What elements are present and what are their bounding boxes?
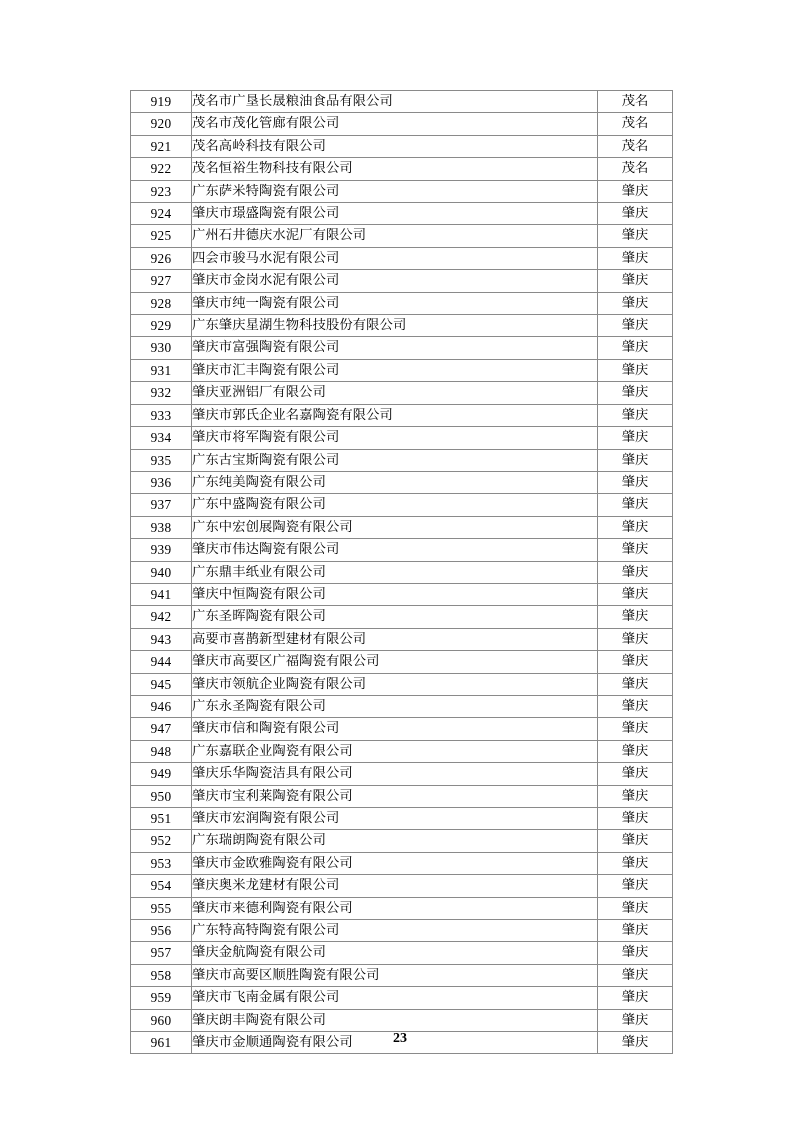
- city-cell: 肇庆: [598, 337, 673, 359]
- city-cell: 肇庆: [598, 180, 673, 202]
- table-row: [131, 158, 673, 180]
- table-row: [131, 135, 673, 157]
- table-row: [131, 875, 673, 897]
- table-row: [131, 651, 673, 673]
- table-row: [131, 830, 673, 852]
- city-cell: 肇庆: [598, 427, 673, 449]
- enterprise-name-cell: 肇庆中恒陶瓷有限公司: [192, 583, 598, 605]
- row-index-cell: 942: [131, 606, 192, 628]
- enterprise-name-cell: 肇庆市来德利陶瓷有限公司: [192, 897, 598, 919]
- city-cell: 肇庆: [598, 964, 673, 986]
- table-row: [131, 427, 673, 449]
- table-row: [131, 494, 673, 516]
- table-row: [131, 359, 673, 381]
- enterprise-name-cell: 广东鼎丰纸业有限公司: [192, 561, 598, 583]
- table-row: [131, 920, 673, 942]
- table-row: [131, 404, 673, 426]
- city-cell: 肇庆: [598, 494, 673, 516]
- table-row: [131, 628, 673, 650]
- city-cell: 肇庆: [598, 583, 673, 605]
- row-index-cell: 944: [131, 651, 192, 673]
- city-cell: 肇庆: [598, 763, 673, 785]
- row-index-cell: 958: [131, 964, 192, 986]
- enterprise-listing-table-container: [130, 90, 672, 1054]
- table-row: [131, 180, 673, 202]
- row-index-cell: 919: [131, 91, 192, 113]
- city-cell: 肇庆: [598, 830, 673, 852]
- table-row: [131, 942, 673, 964]
- row-index-cell: 955: [131, 897, 192, 919]
- row-index-cell: 935: [131, 449, 192, 471]
- table-row: [131, 1009, 673, 1031]
- table-row: [131, 808, 673, 830]
- enterprise-name-cell: 肇庆市宏润陶瓷有限公司: [192, 808, 598, 830]
- city-cell: 肇庆: [598, 852, 673, 874]
- enterprise-name-cell: 肇庆乐华陶瓷洁具有限公司: [192, 763, 598, 785]
- city-cell: 茂名: [598, 135, 673, 157]
- table-row: [131, 471, 673, 493]
- row-index-cell: 922: [131, 158, 192, 180]
- table-row: [131, 763, 673, 785]
- city-cell: 肇庆: [598, 695, 673, 717]
- city-cell: 肇庆: [598, 920, 673, 942]
- row-index-cell: 951: [131, 808, 192, 830]
- row-index-cell: 927: [131, 270, 192, 292]
- row-index-cell: 946: [131, 695, 192, 717]
- city-cell: 肇庆: [598, 539, 673, 561]
- row-index-cell: 928: [131, 292, 192, 314]
- enterprise-name-cell: 肇庆奥米龙建材有限公司: [192, 875, 598, 897]
- enterprise-name-cell: 广东萨米特陶瓷有限公司: [192, 180, 598, 202]
- row-index-cell: 938: [131, 516, 192, 538]
- table-row: [131, 606, 673, 628]
- table-row: [131, 449, 673, 471]
- city-cell: 肇庆: [598, 628, 673, 650]
- row-index-cell: 960: [131, 1009, 192, 1031]
- enterprise-name-cell: 肇庆市领航企业陶瓷有限公司: [192, 673, 598, 695]
- enterprise-name-cell: 肇庆朗丰陶瓷有限公司: [192, 1009, 598, 1031]
- enterprise-name-cell: 肇庆市高要区顺胜陶瓷有限公司: [192, 964, 598, 986]
- table-row: [131, 987, 673, 1009]
- table-row: [131, 91, 673, 113]
- table-row: [131, 292, 673, 314]
- enterprise-name-cell: 广东特高特陶瓷有限公司: [192, 920, 598, 942]
- enterprise-name-cell: 肇庆市璟盛陶瓷有限公司: [192, 203, 598, 225]
- city-cell: 肇庆: [598, 808, 673, 830]
- city-cell: 肇庆: [598, 449, 673, 471]
- city-cell: 肇庆: [598, 247, 673, 269]
- row-index-cell: 954: [131, 875, 192, 897]
- enterprise-name-cell: 茂名市茂化管廊有限公司: [192, 113, 598, 135]
- city-cell: 肇庆: [598, 471, 673, 493]
- row-index-cell: 925: [131, 225, 192, 247]
- enterprise-name-cell: 广东中宏创展陶瓷有限公司: [192, 516, 598, 538]
- table-row: [131, 113, 673, 135]
- city-cell: 肇庆: [598, 897, 673, 919]
- table-row: [131, 897, 673, 919]
- table-row: [131, 225, 673, 247]
- page-number: 23: [393, 1031, 407, 1046]
- row-index-cell: 932: [131, 382, 192, 404]
- enterprise-name-cell: 肇庆市伟达陶瓷有限公司: [192, 539, 598, 561]
- row-index-cell: 949: [131, 763, 192, 785]
- table-row: [131, 561, 673, 583]
- city-cell: 肇庆: [598, 270, 673, 292]
- table-body: [131, 91, 673, 1054]
- row-index-cell: 945: [131, 673, 192, 695]
- row-index-cell: 920: [131, 113, 192, 135]
- enterprise-name-cell: 茂名市广垦长晟粮油食品有限公司: [192, 91, 598, 113]
- city-cell: 茂名: [598, 158, 673, 180]
- city-cell: 肇庆: [598, 1032, 673, 1054]
- city-cell: 肇庆: [598, 785, 673, 807]
- city-cell: 肇庆: [598, 382, 673, 404]
- enterprise-listing-table: [130, 90, 673, 1054]
- row-index-cell: 939: [131, 539, 192, 561]
- row-index-cell: 926: [131, 247, 192, 269]
- city-cell: 肇庆: [598, 673, 673, 695]
- row-index-cell: 959: [131, 987, 192, 1009]
- row-index-cell: 947: [131, 718, 192, 740]
- enterprise-name-cell: 广州石井德庆水泥厂有限公司: [192, 225, 598, 247]
- city-cell: 肇庆: [598, 1009, 673, 1031]
- enterprise-name-cell: 肇庆市金欧雅陶瓷有限公司: [192, 852, 598, 874]
- table-row: [131, 964, 673, 986]
- enterprise-name-cell: 广东肇庆星湖生物科技股份有限公司: [192, 315, 598, 337]
- row-index-cell: 933: [131, 404, 192, 426]
- enterprise-name-cell: 茂名高岭科技有限公司: [192, 135, 598, 157]
- table-row: [131, 539, 673, 561]
- row-index-cell: 924: [131, 203, 192, 225]
- enterprise-name-cell: 广东瑞朗陶瓷有限公司: [192, 830, 598, 852]
- city-cell: 肇庆: [598, 292, 673, 314]
- row-index-cell: 953: [131, 852, 192, 874]
- enterprise-name-cell: 广东嘉联企业陶瓷有限公司: [192, 740, 598, 762]
- row-index-cell: 936: [131, 471, 192, 493]
- row-index-cell: 957: [131, 942, 192, 964]
- table-row: [131, 382, 673, 404]
- table-row: [131, 740, 673, 762]
- enterprise-name-cell: 肇庆市郭氏企业名嘉陶瓷有限公司: [192, 404, 598, 426]
- city-cell: 肇庆: [598, 203, 673, 225]
- table-row: [131, 695, 673, 717]
- city-cell: 肇庆: [598, 516, 673, 538]
- row-index-cell: 923: [131, 180, 192, 202]
- city-cell: 肇庆: [598, 561, 673, 583]
- row-index-cell: 929: [131, 315, 192, 337]
- enterprise-name-cell: 肇庆市高要区广福陶瓷有限公司: [192, 651, 598, 673]
- table-row: [131, 247, 673, 269]
- city-cell: 茂名: [598, 113, 673, 135]
- city-cell: 肇庆: [598, 651, 673, 673]
- enterprise-name-cell: 高要市喜鹊新型建材有限公司: [192, 628, 598, 650]
- city-cell: 肇庆: [598, 225, 673, 247]
- row-index-cell: 950: [131, 785, 192, 807]
- row-index-cell: 943: [131, 628, 192, 650]
- row-index-cell: 952: [131, 830, 192, 852]
- city-cell: 肇庆: [598, 404, 673, 426]
- table-row: [131, 718, 673, 740]
- row-index-cell: 948: [131, 740, 192, 762]
- row-index-cell: 934: [131, 427, 192, 449]
- table-row: [131, 516, 673, 538]
- table-row: [131, 785, 673, 807]
- city-cell: 肇庆: [598, 987, 673, 1009]
- table-row: [131, 337, 673, 359]
- enterprise-name-cell: 肇庆市金岗水泥有限公司: [192, 270, 598, 292]
- row-index-cell: 931: [131, 359, 192, 381]
- enterprise-name-cell: 肇庆市富强陶瓷有限公司: [192, 337, 598, 359]
- row-index-cell: 961: [131, 1032, 192, 1054]
- row-index-cell: 941: [131, 583, 192, 605]
- enterprise-name-cell: 广东永圣陶瓷有限公司: [192, 695, 598, 717]
- table-row: [131, 270, 673, 292]
- enterprise-name-cell: 肇庆市汇丰陶瓷有限公司: [192, 359, 598, 381]
- enterprise-name-cell: 广东纯美陶瓷有限公司: [192, 471, 598, 493]
- city-cell: 肇庆: [598, 315, 673, 337]
- row-index-cell: 937: [131, 494, 192, 516]
- city-cell: 肇庆: [598, 875, 673, 897]
- enterprise-name-cell: 广东中盛陶瓷有限公司: [192, 494, 598, 516]
- city-cell: 茂名: [598, 91, 673, 113]
- table-row: [131, 673, 673, 695]
- city-cell: 肇庆: [598, 740, 673, 762]
- table-row: [131, 583, 673, 605]
- enterprise-name-cell: 肇庆市飞南金属有限公司: [192, 987, 598, 1009]
- enterprise-name-cell: 肇庆市宝利莱陶瓷有限公司: [192, 785, 598, 807]
- enterprise-name-cell: 肇庆市纯一陶瓷有限公司: [192, 292, 598, 314]
- row-index-cell: 921: [131, 135, 192, 157]
- row-index-cell: 956: [131, 920, 192, 942]
- city-cell: 肇庆: [598, 718, 673, 740]
- enterprise-name-cell: 广东古宝斯陶瓷有限公司: [192, 449, 598, 471]
- row-index-cell: 940: [131, 561, 192, 583]
- enterprise-name-cell: 肇庆市将军陶瓷有限公司: [192, 427, 598, 449]
- city-cell: 肇庆: [598, 942, 673, 964]
- table-row: [131, 315, 673, 337]
- enterprise-name-cell: 肇庆金航陶瓷有限公司: [192, 942, 598, 964]
- enterprise-name-cell: 肇庆市金顺通陶瓷有限公司: [192, 1032, 598, 1054]
- city-cell: 肇庆: [598, 359, 673, 381]
- enterprise-name-cell: 四会市骏马水泥有限公司: [192, 247, 598, 269]
- enterprise-name-cell: 肇庆亚洲铝厂有限公司: [192, 382, 598, 404]
- row-index-cell: 930: [131, 337, 192, 359]
- enterprise-name-cell: 肇庆市信和陶瓷有限公司: [192, 718, 598, 740]
- table-row: [131, 203, 673, 225]
- enterprise-name-cell: 茂名恒裕生物科技有限公司: [192, 158, 598, 180]
- table-row: [131, 852, 673, 874]
- city-cell: 肇庆: [598, 606, 673, 628]
- enterprise-name-cell: 广东圣晖陶瓷有限公司: [192, 606, 598, 628]
